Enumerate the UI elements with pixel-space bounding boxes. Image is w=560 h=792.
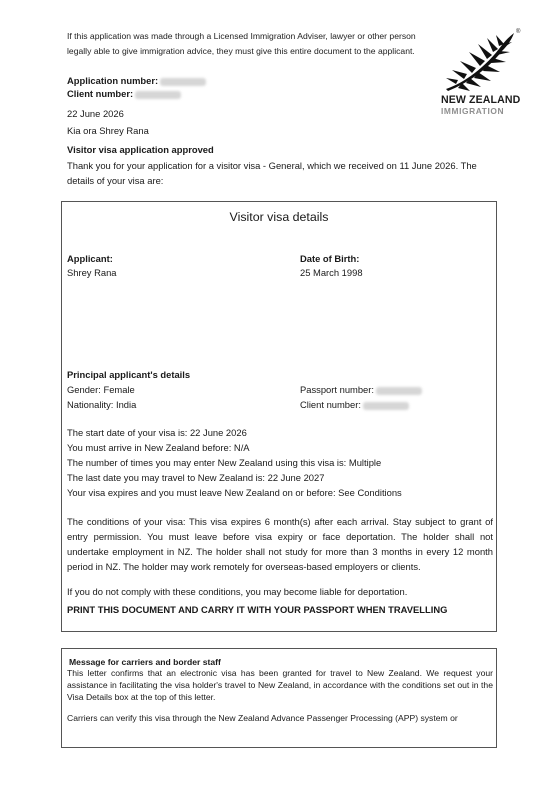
condition-line: You must arrive in New Zealand before: N/A <box>67 442 250 453</box>
redacted-passport-number <box>376 387 422 395</box>
passport-number-label: Passport number: <box>300 384 374 395</box>
silver-fern-icon <box>442 31 524 93</box>
redacted-client-number <box>135 91 181 99</box>
condition-line: Your visa expires and you must leave New Zealand on or before: See Conditions <box>67 487 402 498</box>
box-client-number-label: Client number: <box>300 399 361 410</box>
greeting: Kia ora Shrey Rana <box>67 125 149 136</box>
redacted-box-client-number <box>363 402 409 410</box>
passport-number <box>300 383 422 397</box>
adviser-disclaimer: If this application was made through a Licensed Immigration Adviser, lawyer or other person legally able to give immigration advice, they must give this entire document to the applicant. <box>67 31 416 56</box>
visa-details-box <box>61 201 497 632</box>
gender: Gender: Female <box>67 384 135 395</box>
application-number-label: Application number: <box>67 75 159 86</box>
carriers-message-box <box>61 648 497 748</box>
subject-heading: Visitor visa application approved <box>67 144 214 155</box>
logo-brand-text: NEW ZEALAND <box>441 94 521 106</box>
dob-value: 25 March 1998 <box>300 267 363 278</box>
carriers-message-title: Message for carriers and border staff <box>69 657 221 667</box>
print-notice: PRINT THIS DOCUMENT AND CARRY IT WITH YOUR PASSPORT WHEN TRAVELLING <box>67 604 448 615</box>
carriers-message-paragraph: This letter confirms that an electronic visa has been granted for travel to New Zealand. We request your assistance in facilitating the visa holder's travel to New Zealand, in accordance with the conditions set out in the Visa Details box at the top of this letter. <box>67 668 493 702</box>
visa-details-title: Visitor visa details <box>229 210 329 224</box>
condition-line: The last date you may travel to New Zealand is: 22 June 2027 <box>67 472 325 483</box>
letter-date: 22 June 2026 <box>67 108 124 119</box>
intro-paragraph: Thank you for your application for a visitor visa - General, which we received on 11 June 2026. The details of your visa are: <box>67 160 477 186</box>
visa-conditions-paragraph: The conditions of your visa: This visa expires 6 month(s) after each arrival. Stay subject to grant of entry permission. You must leave before visa expiry or face deportation. The holder shall not undertake employment in NZ. The holder shall not study for more than 3 months in every 12 month period in NZ. The holder may work remotely for overseas-based employers or clients. <box>67 516 493 572</box>
condition-line: The number of times you may enter New Zealand using this visa is: Multiple <box>67 457 382 468</box>
dob-label: Date of Birth: <box>300 253 360 264</box>
compliance-note: If you do not comply with these conditions, you may become liable for deportation. <box>67 586 408 597</box>
box-client-number <box>300 398 409 412</box>
nz-immigration-logo <box>436 29 528 121</box>
applicant-label: Applicant: <box>67 253 113 264</box>
application-meta <box>67 74 427 100</box>
redacted-application-number <box>160 78 206 86</box>
registered-mark: ® <box>516 29 521 35</box>
principal-applicant-title: Principal applicant's details <box>67 369 191 380</box>
applicant-value: Shrey Rana <box>67 267 117 278</box>
client-number-label: Client number: <box>67 88 134 99</box>
nationality: Nationality: India <box>67 399 137 410</box>
logo-sub-text: IMMIGRATION <box>441 106 505 116</box>
carriers-verify-paragraph: Carriers can verify this visa through the New Zealand Advance Passenger Processing (APP) system or <box>67 713 458 723</box>
condition-line: The start date of your visa is: 22 June 2026 <box>67 427 247 438</box>
